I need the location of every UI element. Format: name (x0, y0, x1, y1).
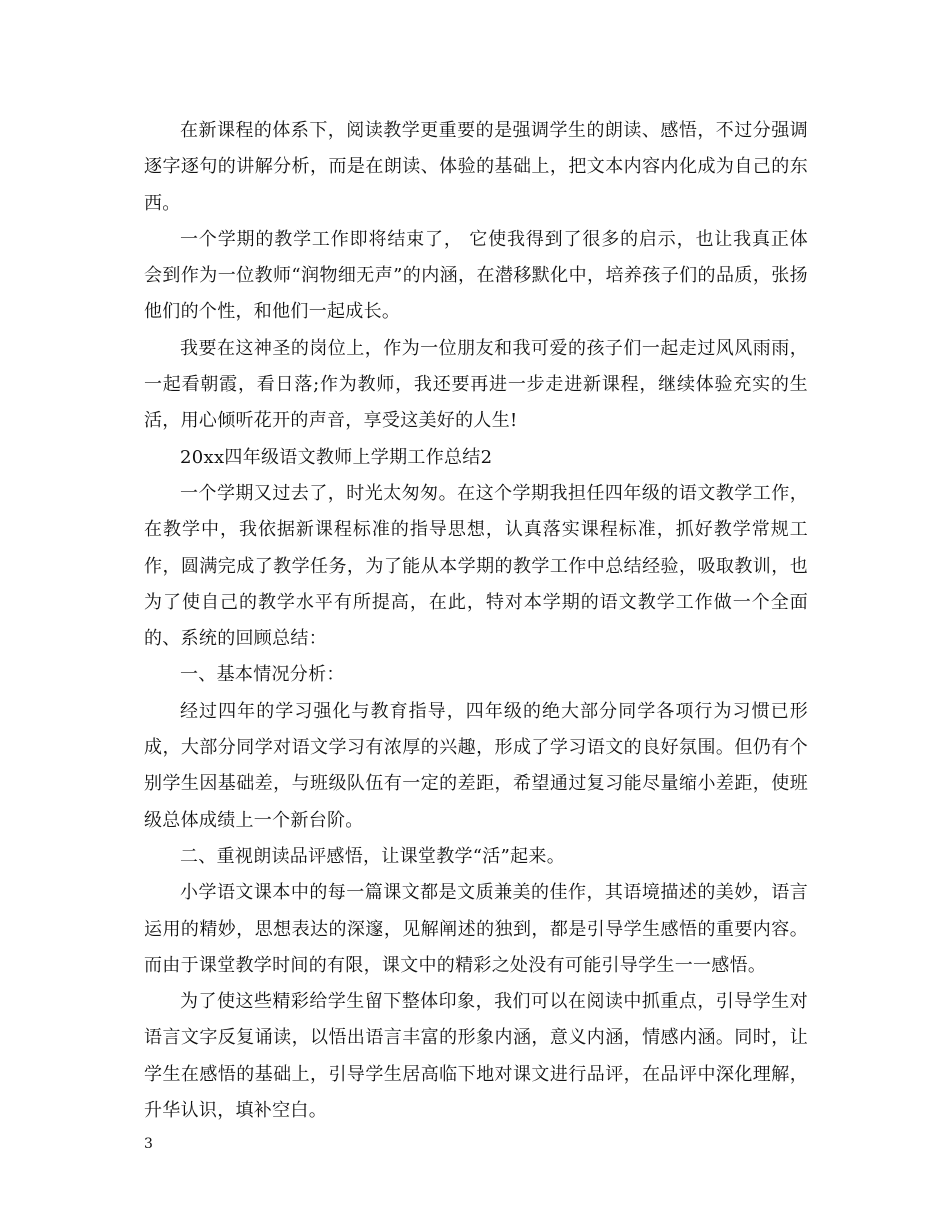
paragraph-1: 在新课程的体系下，阅读教学更重要的是强调学生的朗读、感悟，不过分强调逐字逐句的讲解分析，而是在朗读、体验的基础上，把文本内容内化成为自己的东西。 (144, 120, 808, 214)
document-body (144, 113, 808, 1129)
paragraph-3: 我要在这神圣的岗位上，作为一位朋友和我可爱的孩子们一起走过风风雨雨，一起看朝霞，看日落;作为教师，我还要再进一步走进新课程，继续体验充实的生活，用心倾听花开的声音，享受这美好的人生! (144, 337, 808, 432)
heading-basic-analysis: 一、基本情况分析： (180, 664, 345, 686)
paragraph-9: 小学语文课本中的每一篇课文都是文质兼美的佳作，其语境描述的美妙，语言运用的精妙，思想表达的深邃，见解阐述的独到，都是引导学生感悟的重要内容。而由于课堂教学时间的有限，课文中的精彩之处没有可能引导学生一一感悟。 (144, 882, 808, 976)
paragraph-2: 一个学期的教学工作即将结束了， 它使我得到了很多的启示，也让我真正体会到作为一位教师“润物细无声”的内涵，在潜移默化中，培养孩子们的品质，张扬他们的个性，和他们一起成长。 (144, 228, 808, 323)
heading-reading-appreciation: 二、重视朗读品评感悟，让课堂教学“活”起来。 (180, 845, 566, 867)
section-title: 20xx四年级语文教师上学期工作总结2 (180, 446, 493, 468)
paragraph-5: 一个学期又过去了，时光太匆匆。在这个学期我担任四年级的语文教学工作，在教学中，我依据新课程标准的指导思想，认真落实课程标准，抓好教学常规工作，圆满完成了教学任务，为了能从本学期的教学工作中总结经验，吸取教训，也为了使自己的教学水平有所提高，在此，特对本学期的语文教学工作做一个全面的、系统的回顾总结： (144, 482, 808, 650)
paragraph-10: 为了使这些精彩给学生留下整体印象，我们可以在阅读中抓重点，引导学生对语言文字反复诵读，以悟出语言丰富的形象内涵，意义内涵，情感内涵。同时，让学生在感悟的基础上，引导学生居高临下地对课文进行品评，在品评中深化理解，升华认识，填补空白。 (144, 991, 808, 1122)
paragraph-7: 经过四年的学习强化与教育指导，四年级的绝大部分同学各项行为习惯已形成，大部分同学对语文学习有浓厚的兴趣，形成了学习语文的良好氛围。但仍有个别学生因基础差，与班级队伍有一定的差距，希望通过复习能尽量缩小差距，使班级总体成绩上一个新台阶。 (144, 700, 808, 831)
page-number: 3 (144, 1136, 153, 1152)
